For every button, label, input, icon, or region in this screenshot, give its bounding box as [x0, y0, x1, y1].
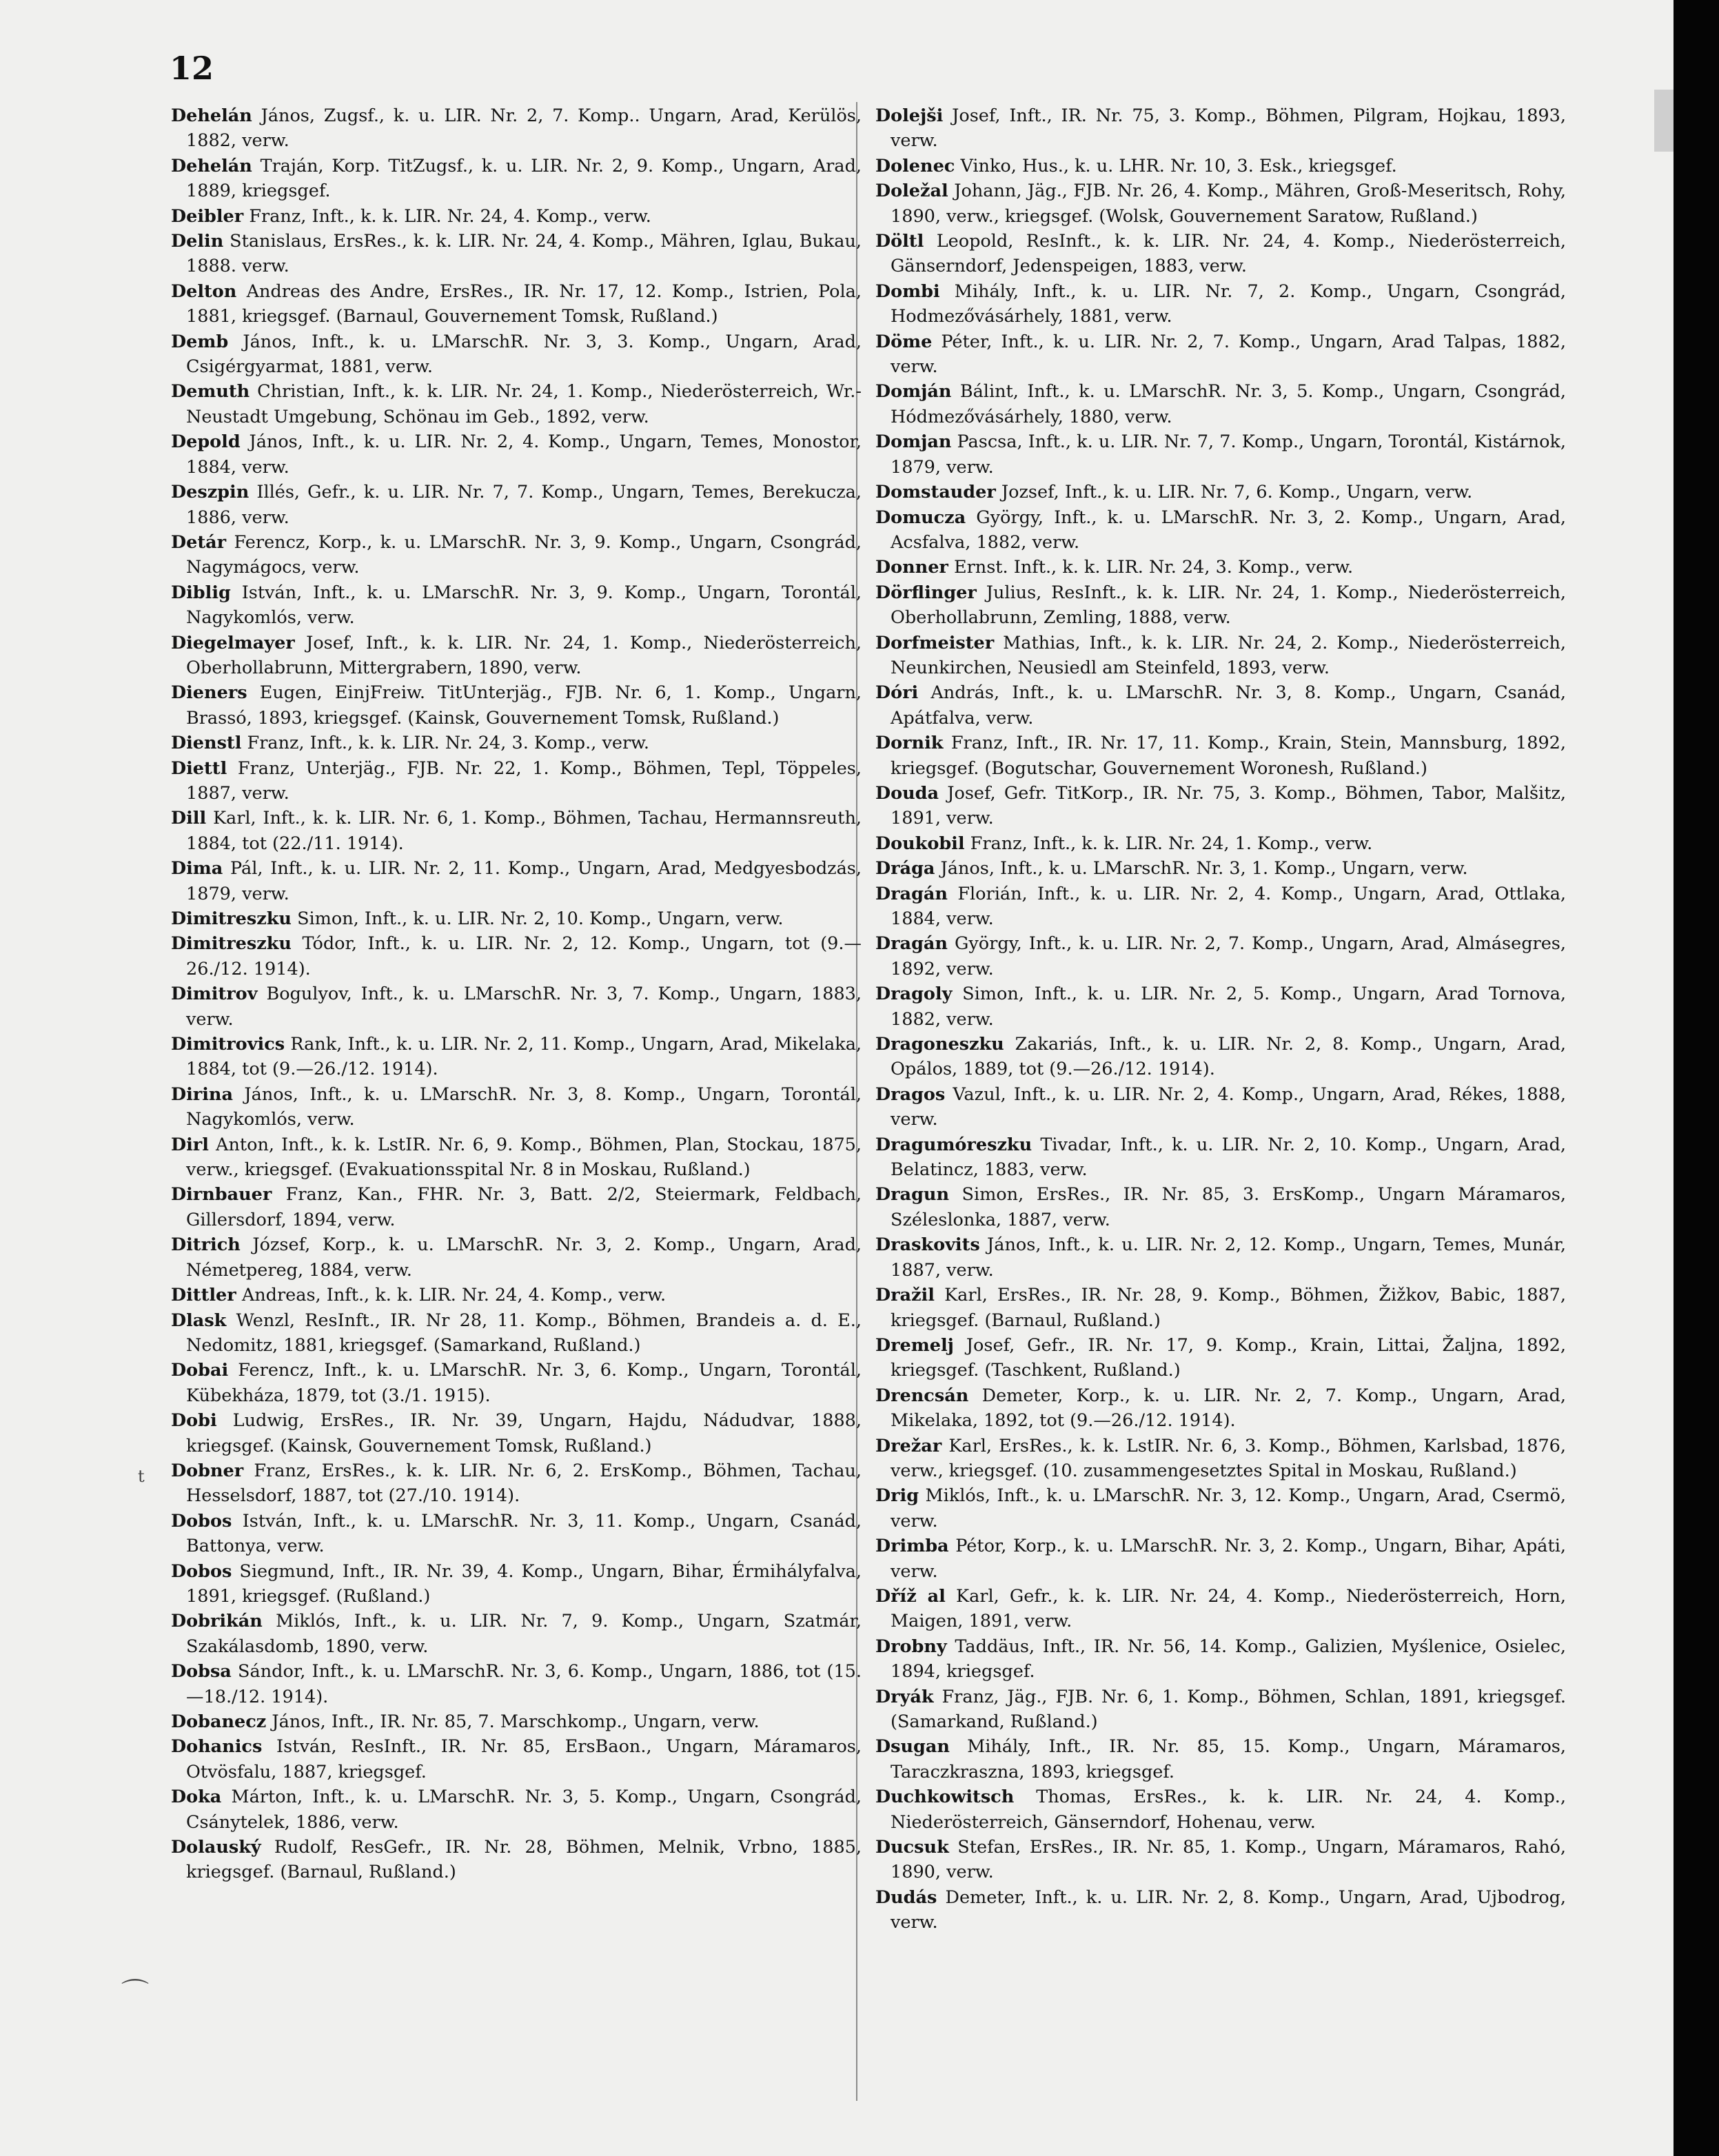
entry-surname: Dryák: [875, 1686, 934, 1707]
register-entry: [875, 1434, 1566, 1484]
entry-details: Bogulyov, Inft., k. u. LMarschR. Nr. 3, 7. Komp., Ungarn, 1883, verw.: [186, 984, 862, 1030]
entry-details: Siegmund, Inft., IR. Nr. 39, 4. Komp., Ungarn, Bihar, Érmihályfalva, 1891, kriegsgef. (Rußland.): [186, 1560, 862, 1607]
register-entry: [875, 1885, 1566, 1935]
entry-surname: Dienstl: [171, 733, 242, 754]
entry-surname: Dörflinger: [875, 582, 977, 603]
entry-surname: Demb: [171, 331, 229, 352]
entry-details: Franz, Inft., k. k. LIR. Nr. 24, 1. Komp., verw.: [970, 833, 1373, 854]
entry-details: Ernst. Inft., k. k. LIR. Nr. 24, 3. Komp., verw.: [953, 557, 1354, 578]
entry-surname: Dehelán: [171, 155, 252, 176]
entry-details: Franz, ErsRes., k. k. LIR. Nr. 6, 2. ErsKomp., Böhmen, Tachau, Hesselsdorf, 1887, tot (27./10. 1914).: [186, 1460, 862, 1507]
entry-details: Simon, ErsRes., IR. Nr. 85, 3. ErsKomp., Ungarn Máramaros, Széleslonka, 1887, verw.: [891, 1184, 1566, 1230]
entry-details: János, Inft., k. u. LIR. Nr. 2, 12. Komp., Ungarn, Temes, Munár, 1887, verw.: [891, 1234, 1566, 1281]
register-entry: [171, 580, 862, 631]
register-entry: [171, 204, 862, 229]
entry-surname: Dragumóreszku: [875, 1134, 1033, 1155]
entry-surname: Draskovits: [875, 1234, 980, 1256]
register-entry: [875, 1383, 1566, 1434]
entry-surname: Dittler: [171, 1285, 236, 1306]
entry-surname: Delin: [171, 231, 224, 252]
register-entry: [875, 1685, 1566, 1735]
register-entry: [171, 103, 862, 154]
entry-details: Josef, Inft., IR. Nr. 75, 3. Komp., Böhmen, Pilgram, Hojkau, 1893, verw.: [891, 105, 1566, 152]
entry-details: Wenzl, ResInft., IR. Nr 28, 11. Komp., Böhmen, Brandeis a. d. E., Nedomitz, 1881, kriegsgef. (Samarkand, Rußland.): [186, 1310, 862, 1356]
entry-details: Jozsef, Inft., k. u. LIR. Nr. 7, 6. Komp., Ungarn, verw.: [1001, 482, 1473, 503]
entry-details: Franz, Inft., k. k. LIR. Nr. 24, 3. Komp., verw.: [247, 733, 650, 754]
entry-details: Franz, Inft., IR. Nr. 17, 11. Komp., Krain, Stein, Mannsburg, 1892, kriegsgef. (Bogutschar, Gouvernement Woronesh, Rußland.): [891, 733, 1566, 779]
register-entry: [171, 1032, 862, 1082]
register-entry: [875, 429, 1566, 480]
entry-surname: Dehelán: [171, 105, 252, 126]
register-entry: [875, 379, 1566, 429]
register-entry: [875, 179, 1566, 229]
register-entry: [875, 229, 1566, 279]
entry-surname: Diblig: [171, 582, 231, 603]
entry-surname: Dóri: [875, 682, 919, 704]
register-entry: [875, 1132, 1566, 1183]
register-entry: [171, 756, 862, 806]
entry-details: Karl, Gefr., k. k. LIR. Nr. 24, 4. Komp., Niederösterreich, Horn, Maigen, 1891, verw.: [891, 1585, 1566, 1632]
entry-details: Pascsa, Inft., k. u. LIR. Nr. 7, 7. Komp., Ungarn, Torontál, Kistárnok, 1879, verw.: [891, 431, 1566, 478]
entry-details: János, Inft., k. u. LIR. Nr. 2, 4. Komp., Ungarn, Temes, Monostor, 1884, verw.: [186, 431, 862, 478]
entry-surname: Dimitrov: [171, 984, 258, 1005]
entry-details: György, Inft., k. u. LIR. Nr. 2, 7. Komp., Ungarn, Arad, Almásegres, 1892, verw.: [891, 933, 1566, 979]
entry-details: Pétor, Korp., k. u. LMarschR. Nr. 3, 2. Komp., Ungarn, Bihar, Apáti, verw.: [891, 1536, 1566, 1582]
entry-surname: Döltl: [875, 231, 924, 252]
entry-details: Péter, Inft., k. u. LIR. Nr. 2, 7. Komp., Ungarn, Arad Talpas, 1882, verw.: [891, 331, 1567, 378]
register-entry: [171, 1132, 862, 1183]
entry-details: István, Inft., k. u. LMarschR. Nr. 3, 11. Komp., Ungarn, Csanád, Battonya, verw.: [186, 1510, 862, 1557]
register-entry: [875, 1283, 1566, 1333]
entry-details: Mathias, Inft., k. k. LIR. Nr. 24, 2. Komp., Niederösterreich, Neunkirchen, Neusiedl am Steinfeld, 1893, verw.: [891, 632, 1567, 678]
entry-details: János, Inft., k. u. LMarschR. Nr. 3, 8. Komp., Ungarn, Torontál, Nagykomlós, verw.: [186, 1084, 862, 1130]
register-entry: [875, 1584, 1566, 1634]
register-entry: [171, 1709, 862, 1734]
register-entry: [171, 1232, 862, 1283]
entry-surname: Dirina: [171, 1084, 233, 1105]
entry-details: Sándor, Inft., k. u. LMarschR. Nr. 3, 6. Komp., Ungarn, 1886, tot (15.—18./12. 1914).: [186, 1661, 862, 1707]
entry-details: Miklós, Inft., k. u. LIR. Nr. 7, 9. Komp., Ungarn, Szatmár, Szakálasdomb, 1890, verw.: [186, 1611, 862, 1657]
entry-details: Anton, Inft., k. k. LstIR. Nr. 6, 9. Komp., Böhmen, Plan, Stockau, 1875, verw., kriegsgef. (Evakuationsspital Nr. 8 in Moskau, Rußland.): [186, 1134, 862, 1181]
entry-details: János, Inft., IR. Nr. 85, 7. Marschkomp., Ungarn, verw.: [272, 1711, 760, 1732]
register-entry: [875, 680, 1566, 731]
entry-surname: Douda: [875, 782, 939, 804]
entry-surname: Dirl: [171, 1134, 209, 1155]
entry-details: Traján, Korp. TitZugsf., k. u. LIR. Nr. 2, 9. Komp., Ungarn, Arad, 1889, kriegsgef.: [186, 155, 862, 202]
entry-surname: Döme: [875, 331, 933, 352]
entry-surname: Dragos: [875, 1084, 946, 1105]
entry-surname: Dudás: [875, 1886, 937, 1908]
entry-surname: Dremelj: [875, 1334, 954, 1356]
entry-details: Karl, ErsRes., k. k. LstIR. Nr. 6, 3. Komp., Böhmen, Karlsbad, 1876, verw., kriegsgef. (10. zusammengesetztes Spital in Moskau, Rußland.): [891, 1435, 1567, 1481]
entry-details: Taddäus, Inft., IR. Nr. 56, 14. Komp., Galizien, Myślenice, Osielec, 1894, kriegsgef.: [891, 1636, 1566, 1682]
register-entry: [875, 480, 1566, 505]
entry-details: Franz, Inft., k. k. LIR. Nr. 24, 4. Komp., verw.: [249, 205, 651, 227]
page-number: 12: [170, 50, 214, 87]
entry-surname: Dobai: [171, 1360, 229, 1381]
entry-details: Tivadar, Inft., k. u. LIR. Nr. 2, 10. Komp., Ungarn, Arad, Belatincz, 1883, verw.: [891, 1134, 1566, 1181]
entry-surname: Dragán: [875, 933, 948, 955]
entry-surname: Dolenec: [875, 155, 955, 176]
entry-surname: Drimba: [875, 1536, 949, 1557]
entry-details: Vazul, Inft., k. u. LIR. Nr. 2, 4. Komp., Ungarn, Arad, Rékes, 1888, verw.: [891, 1084, 1566, 1130]
entry-surname: Doležal: [875, 181, 948, 202]
register-entry: [171, 931, 862, 982]
register-entry: [875, 580, 1566, 631]
entry-surname: Domstauder: [875, 482, 996, 503]
register-entry: [875, 1534, 1566, 1584]
scan-edge: [1674, 0, 1719, 2156]
entry-details: Rank, Inft., k. u. LIR. Nr. 2, 11. Komp., Ungarn, Arad, Mikelaka, 1884, tot (9.—26./12. 1914).: [186, 1034, 862, 1080]
entry-details: Miklós, Inft., k. u. LMarschR. Nr. 3, 12. Komp., Ungarn, Arad, Csermö, verw.: [891, 1485, 1566, 1532]
register-entry: [875, 555, 1566, 580]
entry-surname: Drencsán: [875, 1385, 969, 1406]
register-entry: [171, 1835, 862, 1885]
entry-details: Johann, Jäg., FJB. Nr. 26, 4. Komp., Mähren, Groß-Meseritsch, Rohy, 1890, verw., kriegsgef. (Wolsk, Gouvernement Saratow, Rußland.): [891, 181, 1566, 227]
entry-surname: Drežar: [875, 1435, 942, 1456]
entry-surname: Deibler: [171, 205, 244, 227]
entry-details: György, Inft., k. u. LMarschR. Nr. 3, 2. Komp., Ungarn, Arad, Acsfalva, 1882, verw.: [891, 507, 1566, 553]
entry-details: Andreas des Andre, ErsRes., IR. Nr. 17, 12. Komp., Istrien, Pola, 1881, kriegsgef. (Barnaul, Gouvernement Tomsk, Rußland.): [186, 281, 862, 327]
entry-details: Karl, Inft., k. k. LIR. Nr. 6, 1. Komp., Böhmen, Tachau, Hermannsreuth, 1884, tot (22./11. 1914).: [186, 808, 862, 854]
register-entry: [875, 781, 1566, 831]
entry-surname: Dražil: [875, 1285, 935, 1306]
entry-surname: Domján: [875, 381, 952, 403]
register-entry: [875, 1784, 1566, 1835]
register-entry: [171, 1182, 862, 1232]
entry-surname: Diegelmayer: [171, 632, 295, 653]
register-entry: [875, 982, 1566, 1032]
entry-surname: Doukobil: [875, 833, 965, 854]
register-entry: [875, 103, 1566, 154]
entry-surname: Domucza: [875, 507, 966, 528]
entry-surname: Dragun: [875, 1184, 949, 1206]
entry-surname: Detár: [171, 531, 227, 553]
entry-details: Josef, Gefr., IR. Nr. 17, 9. Komp., Krain, Littai, Žaljna, 1892, kriegsgef. (Taschkent, Rußland.): [891, 1334, 1567, 1381]
entry-surname: Dima: [171, 858, 223, 879]
entry-surname: Dirnbauer: [171, 1184, 272, 1206]
entry-details: Zakariás, Inft., k. u. LIR. Nr. 2, 8. Komp., Ungarn, Arad, Opálos, 1889, tot (9.—26./12. 1914).: [891, 1034, 1566, 1080]
register-entry: [171, 1082, 862, 1132]
entry-surname: Dragoneszku: [875, 1034, 1004, 1055]
entry-surname: Diettl: [171, 757, 227, 779]
entry-details: Andreas, Inft., k. k. LIR. Nr. 24, 4. Komp., verw.: [241, 1285, 667, 1306]
entry-surname: Dobos: [171, 1510, 232, 1532]
entry-surname: Deszpin: [171, 482, 250, 503]
entry-surname: Drobny: [875, 1636, 947, 1657]
register-entry: [171, 1559, 862, 1609]
register-entry: [171, 1358, 862, 1408]
register-entry: [875, 731, 1566, 781]
register-entry: [171, 856, 862, 906]
register-entry: [875, 831, 1566, 856]
entry-details: András, Inft., k. u. LMarschR. Nr. 3, 8. Komp., Ungarn, Csanád, Apátfalva, verw.: [891, 682, 1567, 729]
entry-details: Mihály, Inft., k. u. LIR. Nr. 7, 2. Komp., Ungarn, Csongrád, Hodmezővásárhely, 1881, verw.: [891, 281, 1566, 327]
entry-surname: Dsugan: [875, 1736, 950, 1758]
register-entry: [171, 1283, 862, 1308]
margin-mark-small: t: [138, 1467, 145, 1486]
entry-surname: Dragoly: [875, 984, 953, 1005]
entry-details: Mihály, Inft., IR. Nr. 85, 15. Komp., Ungarn, Máramaros, Taraczkraszna, 1893, kriegsgef.: [891, 1736, 1566, 1782]
register-entry: [171, 329, 862, 380]
entry-surname: Dill: [171, 808, 207, 829]
right-column: [875, 103, 1566, 1935]
entry-details: János, Inft., k. u. LMarschR. Nr. 3, 3. Komp., Ungarn, Arad, Csigérgyarmat, 1881, verw.: [186, 331, 862, 378]
entry-surname: Dobos: [171, 1560, 232, 1582]
entry-details: Bálint, Inft., k. u. LMarschR. Nr. 3, 5. Komp., Ungarn, Csongrád, Hódmezővásárhely, 1880, verw.: [891, 381, 1566, 427]
entry-details: István, ResInft., IR. Nr. 85, ErsBaon., Ungarn, Máramaros, Otvösfalu, 1887, kriegsgef.: [186, 1736, 862, 1782]
register-entry: [171, 631, 862, 681]
register-entry: [875, 1333, 1566, 1383]
register-entry: [875, 1082, 1566, 1132]
entry-surname: Delton: [171, 281, 237, 302]
entry-surname: Dobner: [171, 1460, 244, 1481]
entry-surname: Dornik: [875, 733, 944, 754]
entry-details: Márton, Inft., k. u. LMarschR. Nr. 3, 5. Komp., Ungarn, Csongrád, Csánytelek, 1886, verw.: [186, 1787, 862, 1833]
entry-surname: Dieners: [171, 682, 247, 704]
entry-surname: Depold: [171, 431, 241, 453]
entry-surname: Dobanecz: [171, 1711, 267, 1732]
register-entry: [875, 1232, 1566, 1283]
entry-surname: Dragán: [875, 883, 948, 904]
entry-details: Leopold, ResInft., k. k. LIR. Nr. 24, 4. Komp., Niederösterreich, Gänserndorf, Jedenspeigen, 1883, verw.: [891, 231, 1566, 277]
register-entry: [875, 882, 1566, 932]
register-entry: [171, 480, 862, 530]
entry-surname: Dobrikán: [171, 1611, 263, 1632]
register-entry: [875, 279, 1566, 329]
register-entry: [171, 1784, 862, 1835]
register-entry: [875, 505, 1566, 556]
register-entry: [171, 1659, 862, 1709]
entry-details: Franz, Jäg., FJB. Nr. 6, 1. Komp., Böhmen, Schlan, 1891, kriegsgef. (Samarkand, Rußland.): [891, 1686, 1567, 1732]
register-entry: [875, 1483, 1566, 1534]
entry-surname: Dobi: [171, 1410, 217, 1432]
register-entry: [875, 154, 1566, 179]
entry-details: Josef, Gefr. TitKorp., IR. Nr. 75, 3. Komp., Böhmen, Tabor, Malšitz, 1891, verw.: [891, 782, 1567, 829]
register-entry: [171, 982, 862, 1032]
left-column: [171, 103, 862, 1885]
entry-details: Julius, ResInft., k. k. LIR. Nr. 24, 1. Komp., Niederösterreich, Oberhollabrunn, Zemling, 1888, verw.: [891, 582, 1567, 629]
entry-details: Florián, Inft., k. u. LIR. Nr. 2, 4. Komp., Ungarn, Arad, Ottlaka, 1884, verw.: [891, 883, 1567, 929]
entry-surname: Drága: [875, 858, 935, 879]
register-entry: [171, 379, 862, 429]
register-entry: [171, 731, 862, 755]
entry-details: Josef, Inft., k. k. LIR. Nr. 24, 1. Komp., Niederösterreich, Oberhollabrunn, Mittergrabern, 1890, verw.: [186, 632, 862, 678]
entry-details: Eugen, EinjFreiw. TitUnterjäg., FJB. Nr. 6, 1. Komp., Ungarn, Brassó, 1893, kriegsgef. (Kainsk, Gouvernement Tomsk, Rußland.): [186, 682, 862, 729]
entry-details: József, Korp., k. u. LMarschR. Nr. 3, 2. Komp., Ungarn, Arad, Németpereg, 1884, verw.: [186, 1234, 862, 1281]
entry-surname: Donner: [875, 557, 948, 578]
entry-surname: Ducsuk: [875, 1837, 949, 1858]
register-entry: [171, 530, 862, 580]
entry-surname: Dombi: [875, 281, 940, 302]
entry-surname: Domjan: [875, 431, 952, 453]
register-entry: [875, 1032, 1566, 1082]
page-edge-notch: [1654, 90, 1674, 152]
entry-details: Franz, Kan., FHR. Nr. 3, Batt. 2/2, Steiermark, Feldbach, Gillersdorf, 1894, verw.: [186, 1184, 862, 1230]
register-entry: [171, 1734, 862, 1784]
entry-surname: Dolauský: [171, 1837, 261, 1858]
entry-details: Simon, Inft., k. u. LIR. Nr. 2, 5. Komp., Ungarn, Arad Tornova, 1882, verw.: [891, 984, 1567, 1030]
entry-details: Ferencz, Inft., k. u. LMarschR. Nr. 3, 6. Komp., Ungarn, Torontál, Kübekháza, 1879, tot (3./1. 1915).: [186, 1360, 862, 1406]
entry-details: Simon, Inft., k. u. LIR. Nr. 2, 10. Komp., Ungarn, verw.: [297, 908, 784, 929]
entry-details: Thomas, ErsRes., k. k. LIR. Nr. 24, 4. Komp., Niederösterreich, Gänserndorf, Hohenau, verw.: [891, 1787, 1567, 1833]
register-entry: [875, 1734, 1566, 1784]
entry-details: Tódor, Inft., k. u. LIR. Nr. 2, 12. Komp., Ungarn, tot (9.—26./12. 1914).: [186, 933, 862, 979]
entry-surname: Dlask: [171, 1310, 227, 1331]
register-entry: [171, 229, 862, 279]
entry-surname: Demuth: [171, 381, 250, 403]
entry-details: Franz, Unterjäg., FJB. Nr. 22, 1. Komp., Böhmen, Tepl, Töppeles, 1887, verw.: [186, 757, 862, 804]
entry-details: Stanislaus, ErsRes., k. k. LIR. Nr. 24, 4. Komp., Mähren, Iglau, Bukau, 1888. verw.: [186, 231, 862, 277]
margin-mark: ⌒: [121, 1977, 149, 2009]
entry-details: Illés, Gefr., k. u. LIR. Nr. 7, 7. Komp., Ungarn, Temes, Berekucza, 1886, verw.: [186, 482, 862, 528]
entry-surname: Dimitreszku: [171, 908, 292, 929]
entry-surname: Dříž al: [875, 1585, 946, 1607]
entry-details: István, Inft., k. u. LMarschR. Nr. 3, 9. Komp., Ungarn, Torontál, Nagykomlós, verw.: [186, 582, 862, 629]
register-entry: [171, 429, 862, 480]
register-entry: [875, 631, 1566, 681]
entry-details: Christian, Inft., k. k. LIR. Nr. 24, 1. Komp., Niederösterreich, Wr.-Neustadt Umgebung, Schönau im Geb., 1892, verw.: [186, 381, 862, 427]
entry-surname: Duchkowitsch: [875, 1787, 1015, 1808]
entry-surname: Dimitrovics: [171, 1034, 285, 1055]
entry-details: Demeter, Inft., k. u. LIR. Nr. 2, 8. Komp., Ungarn, Arad, Ujbodrog, verw.: [891, 1886, 1566, 1933]
register-entry: [875, 1835, 1566, 1885]
entry-details: Stefan, ErsRes., IR. Nr. 85, 1. Komp., Ungarn, Máramaros, Rahó, 1890, verw.: [891, 1837, 1566, 1883]
entry-surname: Dolejši: [875, 105, 944, 126]
register-entry: [171, 279, 862, 329]
entry-details: János, Zugsf., k. u. LIR. Nr. 2, 7. Komp.. Ungarn, Arad, Kerülös, 1882, verw.: [186, 105, 862, 152]
entry-surname: Dimitreszku: [171, 933, 292, 955]
register-entry: [171, 1308, 862, 1359]
register-entry: [171, 1408, 862, 1458]
entry-details: Ludwig, ErsRes., IR. Nr. 39, Ungarn, Hajdu, Nádudvar, 1888, kriegsgef. (Kainsk, Gouvernement Tomsk, Rußland.): [186, 1410, 862, 1456]
entry-details: Karl, ErsRes., IR. Nr. 28, 9. Komp., Böhmen, Žižkov, Babic, 1887, kriegsgef. (Barnaul, Rußland.): [891, 1285, 1566, 1331]
entry-surname: Dorfmeister: [875, 632, 995, 653]
register-entry: [171, 806, 862, 856]
entry-surname: Doka: [171, 1787, 222, 1808]
register-entry: [875, 1182, 1566, 1232]
entry-details: Ferencz, Korp., k. u. LMarschR. Nr. 3, 9. Komp., Ungarn, Csongrád, Nagymágocs, verw.: [186, 531, 862, 578]
register-entry: [875, 329, 1566, 380]
register-entry: [875, 931, 1566, 982]
entry-surname: Ditrich: [171, 1234, 241, 1256]
entry-details: Vinko, Hus., k. u. LHR. Nr. 10, 3. Esk., kriegsgef.: [960, 155, 1397, 176]
register-entry: [171, 906, 862, 931]
register-entry: [171, 1509, 862, 1559]
entry-details: Rudolf, ResGefr., IR. Nr. 28, Böhmen, Melnik, Vrbno, 1885, kriegsgef. (Barnaul, Rußland.): [186, 1837, 862, 1883]
entry-details: János, Inft., k. u. LMarschR. Nr. 3, 1. Komp., Ungarn, verw.: [940, 858, 1468, 879]
register-entry: [875, 856, 1566, 881]
register-entry: [171, 680, 862, 731]
register-entry: [171, 154, 862, 204]
register-entry: [875, 1634, 1566, 1685]
register-entry: [171, 1609, 862, 1659]
register-entry: [171, 1458, 862, 1509]
entry-surname: Dobsa: [171, 1661, 232, 1682]
entry-surname: Dohanics: [171, 1736, 263, 1758]
entry-surname: Drig: [875, 1485, 919, 1507]
entry-details: Pál, Inft., k. u. LIR. Nr. 2, 11. Komp., Ungarn, Arad, Medgyesbodzás, 1879, verw.: [186, 858, 862, 904]
entry-details: Demeter, Korp., k. u. LIR. Nr. 2, 7. Komp., Ungarn, Arad, Mikelaka, 1892, tot (9.—26./12. 1914).: [891, 1385, 1566, 1432]
